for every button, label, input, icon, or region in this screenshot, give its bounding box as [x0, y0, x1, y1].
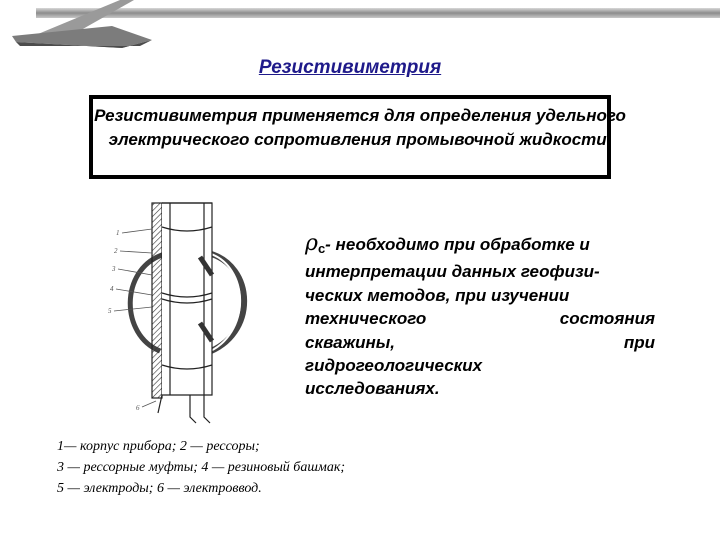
rho-subscript: с [317, 241, 326, 256]
definition-line-1: Резистивиметрия применяется для определения удельного [94, 106, 626, 125]
description-line-1 [305, 232, 655, 260]
figure-legend [57, 436, 577, 499]
svg-text:1: 1 [116, 229, 120, 237]
description-word: при [623, 332, 655, 352]
svg-text:3: 3 [112, 265, 116, 273]
description-line-7: исследованиях. [305, 379, 440, 399]
description-word: технического [305, 309, 427, 329]
description-text [305, 232, 655, 401]
legend-line-3: 5 — электроды; 6 — электроввод. [57, 481, 262, 496]
resistivimeter-drawing [100, 195, 275, 430]
svg-text:4: 4 [110, 285, 114, 293]
definition-line-2: электрического сопротивления промывочной жидкости. [108, 130, 612, 149]
housing-wall [152, 203, 162, 398]
definition-text [40, 104, 680, 152]
legend-line-1: 1— корпус прибора; 2 — рессоры; [57, 439, 260, 454]
slide-title: Резистивиметрия [258, 57, 442, 78]
description-line-4 [305, 307, 655, 330]
description-word: состояния [559, 309, 655, 329]
header-decoration [0, 0, 720, 60]
description-line-2: интерпретации данных геофизи- [305, 262, 600, 282]
legend-line-2: 3 — рессорные муфты; 4 — резиновый башмак; [57, 460, 346, 475]
svg-text:2: 2 [114, 247, 118, 255]
description-word: скважины, [305, 332, 395, 352]
rho-symbol: ρ [305, 231, 318, 256]
description-line-6: гидрогеологических [305, 356, 483, 376]
svg-text:6: 6 [136, 404, 140, 412]
description-first-line: - необходимо при обработке и [325, 235, 590, 254]
description-line-3: ческих методов, при изучении [305, 285, 570, 305]
electrode-lead-1 [190, 395, 196, 423]
description-line-5 [305, 331, 655, 354]
electrode-lead-2 [204, 395, 210, 423]
header-bar [36, 8, 720, 18]
svg-text:5: 5 [108, 307, 112, 315]
